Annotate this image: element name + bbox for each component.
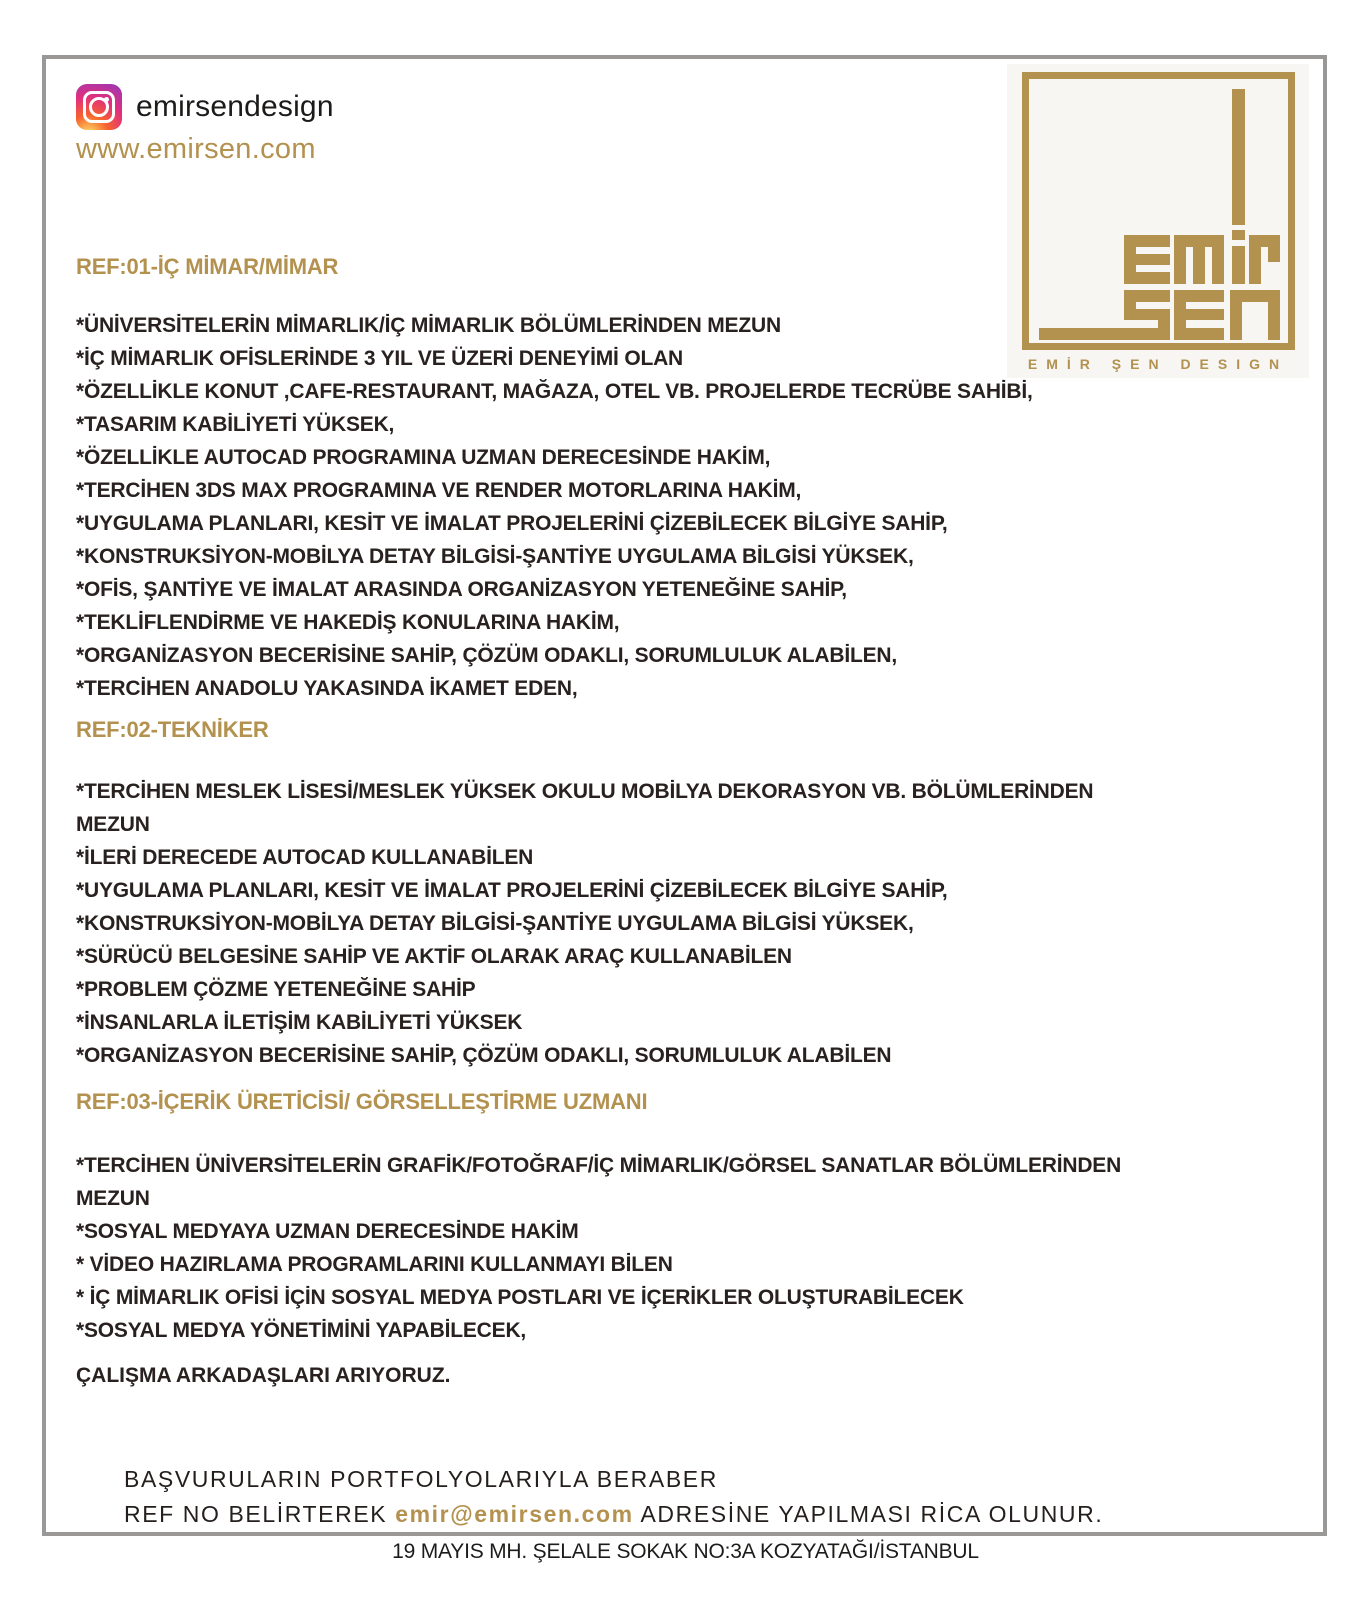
requirement-line: *İÇ MİMARLIK OFİSLERİNDE 3 YIL VE ÜZERİ DENEYİMİ OLAN <box>76 347 684 370</box>
requirement-line: *PROBLEM ÇÖZME YETENEĞİNE SAHİP <box>76 978 476 1001</box>
requirement-line: *İNSANLARLA İLETİŞİM KABİLİYETİ YÜKSEK <box>76 1011 523 1034</box>
requirement-line: *İLERİ DERECEDE AUTOCAD KULLANABİLEN <box>76 846 534 869</box>
apply-line2-suffix: ADRESİNE YAPILMASI RİCA OLUNUR. <box>633 1501 1104 1527</box>
apply-line1: BAŞVURULARIN PORTFOLYOLARIYLA BERABER <box>124 1466 718 1492</box>
requirement-line: * İÇ MİMARLIK OFİSİ İÇİN SOSYAL MEDYA POSTLARI VE İÇERİKLER OLUŞTURABİLECEK <box>76 1286 964 1309</box>
apply-line2 <box>124 1497 1103 1532</box>
requirement-line: *KONSTRUKSİYON-MOBİLYA DETAY BİLGİSİ-ŞANTİYE UYGULAMA BİLGİSİ YÜKSEK, <box>76 912 914 935</box>
requirement-line: *ÖZELLİKLE KONUT ,CAFE-RESTAURANT, MAĞAZA, OTEL VB. PROJELERDE TECRÜBE SAHİBİ, <box>76 380 1033 403</box>
requirement-line: *TERCİHEN ÜNİVERSİTELERİN GRAFİK/FOTOĞRAF/İÇ MİMARLIK/GÖRSEL SANATLAR BÖLÜMLERİNDEN <box>76 1154 1122 1177</box>
website-link[interactable]: www.emirsen.com <box>76 133 316 165</box>
instagram-lens-circle <box>89 97 109 117</box>
requirement-line: * VİDEO HAZIRLAMA PROGRAMLARINI KULLANMAYI BİLEN <box>76 1253 673 1276</box>
requirement-line: *SOSYAL MEDYAYA UZMAN DERECESİNDE HAKİM <box>76 1220 579 1243</box>
section-list-ref01 <box>76 309 1033 705</box>
requirement-line: *ÖZELLİKLE AUTOCAD PROGRAMINA UZMAN DERECESİNDE HAKİM, <box>76 446 771 469</box>
requirement-line: *ORGANİZASYON BECERİSİNE SAHİP, ÇÖZÜM ODAKLI, SORUMLULUK ALABİLEN, <box>76 644 897 667</box>
apply-instructions <box>124 1462 1103 1532</box>
apply-line2-prefix: REF NO BELİRTEREK <box>124 1501 396 1527</box>
section-heading-ref01: REF:01-İÇ MİMAR/MİMAR <box>76 254 339 279</box>
closing-statement: ÇALIŞMA ARKADAŞLARI ARIYORUZ. <box>76 1364 451 1387</box>
section-list-ref03 <box>76 1149 1121 1347</box>
instagram-icon <box>76 84 122 130</box>
requirement-line: *OFİS, ŞANTİYE VE İMALAT ARASINDA ORGANİZASYON YETENEĞİNE SAHİP, <box>76 578 847 601</box>
requirement-line: *UYGULAMA PLANLARI, KESİT VE İMALAT PROJELERİNİ ÇİZEBİLECEK BİLGİYE SAHİP, <box>76 512 948 535</box>
emirsen-logo-mark <box>1022 72 1295 350</box>
requirement-line: *TEKLİFLENDİRME VE HAKEDİŞ KONULARINA HAKİM, <box>76 611 620 634</box>
requirement-line: *TERCİHEN ANADOLU YAKASINDA İKAMET EDEN, <box>76 677 578 700</box>
emirsen-logo <box>1007 64 1309 378</box>
requirement-line: *SÜRÜCÜ BELGESİNE SAHİP VE AKTİF OLARAK ARAÇ KULLANABİLEN <box>76 945 792 968</box>
requirement-line: *SOSYAL MEDYA YÖNETİMİNİ YAPABİLECEK, <box>76 1319 527 1342</box>
section-heading-ref03: REF:03-İÇERİK ÜRETİCİSİ/ GÖRSELLEŞTİRME UZMANI <box>76 1089 648 1114</box>
requirement-line: MEZUN <box>76 813 150 836</box>
section-list-ref02 <box>76 775 1093 1072</box>
content-border-box <box>42 55 1327 1536</box>
requirement-line: *TASARIM KABİLİYETİ YÜKSEK, <box>76 413 395 436</box>
footer-address: 19 MAYIS MH. ŞELALE SOKAK NO:3A KOZYATAĞI/İSTANBUL <box>392 1540 979 1563</box>
requirement-line: *KONSTRUKSİYON-MOBİLYA DETAY BİLGİSİ-ŞANTİYE UYGULAMA BİLGİSİ YÜKSEK, <box>76 545 914 568</box>
requirement-line: *UYGULAMA PLANLARI, KESİT VE İMALAT PROJELERİNİ ÇİZEBİLECEK BİLGİYE SAHİP, <box>76 879 948 902</box>
requirement-line: *ÜNİVERSİTELERİN MİMARLIK/İÇ MİMARLIK BÖLÜMLERİNDEN MEZUN <box>76 314 781 337</box>
instagram-row <box>76 84 334 130</box>
instagram-handle[interactable]: emirsendesign <box>136 90 334 123</box>
requirement-line: *ORGANİZASYON BECERİSİNE SAHİP, ÇÖZÜM ODAKLI, SORUMLULUK ALABİLEN <box>76 1044 892 1067</box>
apply-email-link[interactable]: emir@emirsen.com <box>395 1501 634 1527</box>
section-heading-ref02: REF:02-TEKNİKER <box>76 717 269 742</box>
requirement-line: *TERCİHEN 3DS MAX PROGRAMINA VE RENDER MOTORLARINA HAKİM, <box>76 479 802 502</box>
requirement-line: *TERCİHEN MESLEK LİSESİ/MESLEK YÜKSEK OKULU MOBİLYA DEKORASYON VB. BÖLÜMLERİNDEN <box>76 780 1094 803</box>
requirement-line: MEZUN <box>76 1187 150 1210</box>
logo-caption: EMİR ŞEN DESIGN <box>1027 356 1289 372</box>
